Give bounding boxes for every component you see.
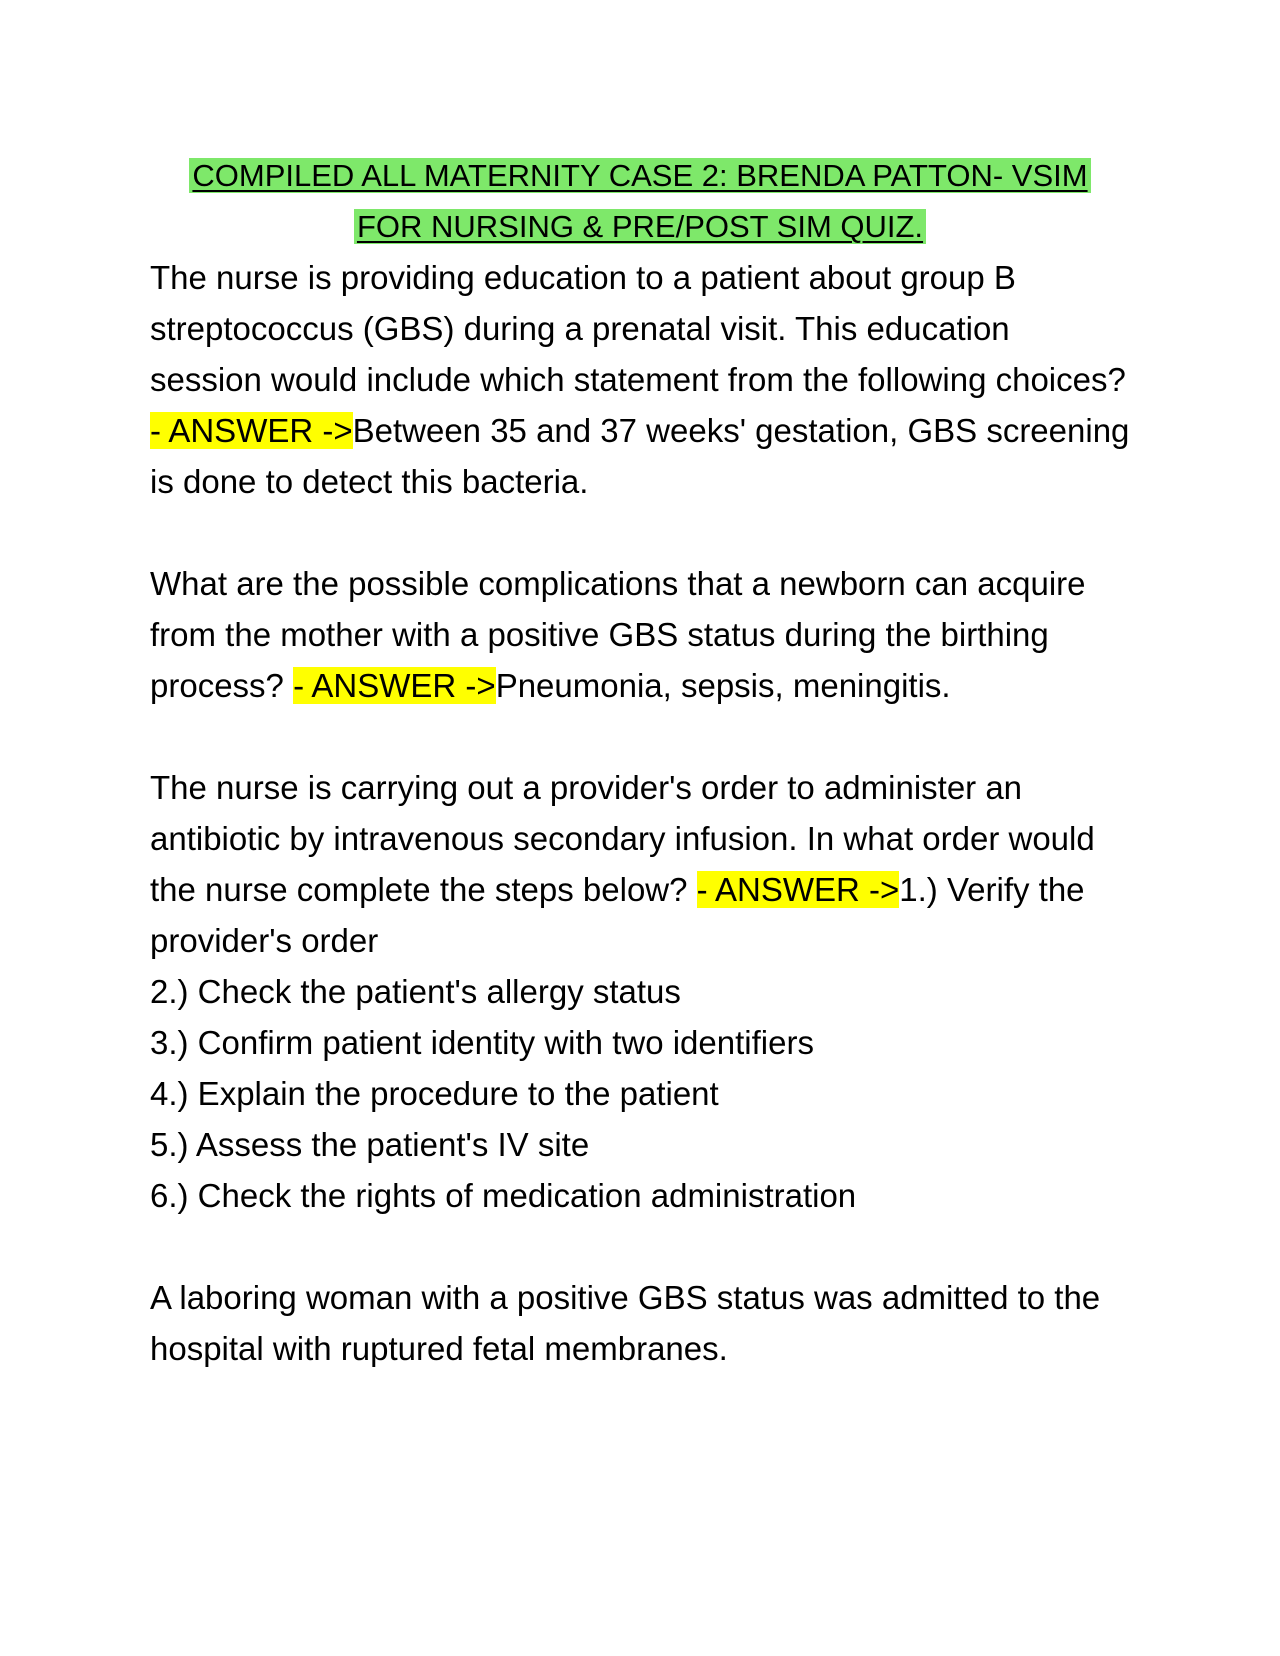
step-item: 2.) Check the patient's allergy status	[150, 973, 681, 1010]
title-line-2: FOR NURSING & PRE/POST SIM QUIZ.	[354, 209, 926, 244]
question-4	[150, 1272, 1130, 1374]
title-line-1: COMPILED ALL MATERNITY CASE 2: BRENDA PATTON- VSIM	[189, 158, 1090, 193]
step-item: 4.) Explain the procedure to the patient	[150, 1075, 719, 1112]
spacer	[150, 507, 1130, 558]
answer-2-text: Pneumonia, sepsis, meningitis.	[495, 667, 951, 704]
question-3-text: The nurse is carrying out a provider's order to administer an antibiotic by intravenous secondary infusion. In what order would the nurse complete the steps below?	[150, 769, 1095, 908]
spacer	[150, 1221, 1130, 1272]
question-3	[150, 762, 1130, 966]
step-item: 5.) Assess the patient's IV site	[150, 1126, 590, 1163]
question-2-text: What are the possible complications that a newborn can acquire from the mother with a positive GBS status during the birthing process?	[150, 565, 1086, 704]
question-1-text: The nurse is providing education to a patient about group B streptococcus (GBS) during a prenatal visit. This education session would include which statement from the following choices?	[150, 259, 1126, 398]
steps-list	[150, 966, 1130, 1221]
spacer	[150, 711, 1130, 762]
document-title	[150, 150, 1130, 252]
step-item: 3.) Confirm patient identity with two identifiers	[150, 1024, 814, 1061]
answer-marker-1: - ANSWER ->	[150, 412, 353, 449]
answer-marker-2: - ANSWER ->	[293, 667, 496, 704]
question-4-text: A laboring woman with a positive GBS status was admitted to the hospital with ruptured fetal membranes.	[150, 1279, 1101, 1367]
answer-1-text: Between 35 and 37 weeks' gestation, GBS screening is done to detect this bacteria.	[150, 412, 1130, 500]
document-content	[150, 150, 1130, 1374]
question-2	[150, 558, 1130, 711]
answer-3-first-step: 1.) Verify the provider's order	[150, 871, 1085, 959]
step-item: 6.) Check the rights of medication administration	[150, 1177, 857, 1214]
answer-marker-3: - ANSWER ->	[696, 871, 900, 908]
question-1	[150, 252, 1130, 507]
